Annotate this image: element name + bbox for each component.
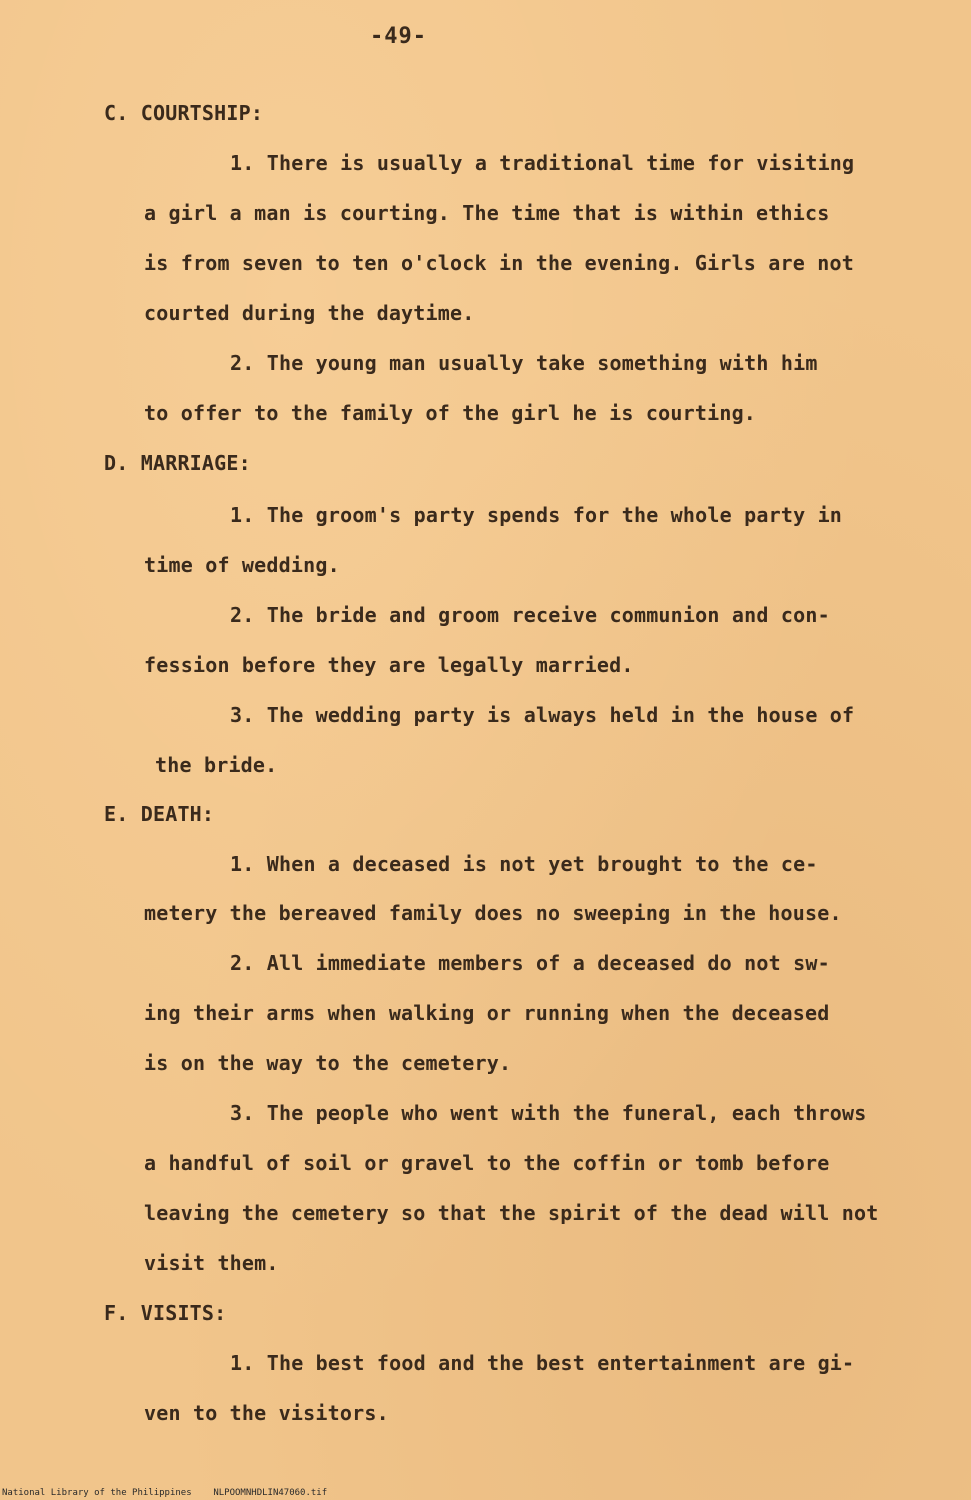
text-line: 1. There is usually a traditional time for visiting — [230, 151, 855, 175]
text-line: 1. The groom's party spends for the whole party in — [230, 503, 843, 527]
text-line: 2. The young man usually take something with him — [230, 351, 818, 375]
text-line: 3. The people who went with the funeral, each throws — [230, 1101, 867, 1125]
text-line: the bride. — [155, 753, 278, 777]
text-line: is from seven to ten o'clock in the evening. Girls are not — [144, 251, 854, 275]
section-heading-visits: F. VISITS: — [104, 1301, 227, 1325]
text-line: ven to the visitors. — [144, 1401, 389, 1425]
text-line: time of wedding. — [144, 553, 340, 577]
footer-library: National Library of the Philippines — [2, 1488, 192, 1498]
text-line: metery the bereaved family does no sweeping in the house. — [144, 901, 842, 925]
scan-footer — [2, 1488, 327, 1498]
text-line: ing their arms when walking or running when the deceased — [144, 1001, 830, 1025]
footer-filename: NLPOOMNHDLIN47060.tif — [213, 1488, 328, 1498]
page-number: -49- — [370, 24, 427, 49]
text-line: 2. The bride and groom receive communion and con- — [230, 603, 830, 627]
text-line: courted during the daytime. — [144, 301, 475, 325]
text-line: 3. The wedding party is always held in the house of — [230, 703, 855, 727]
text-line: a girl a man is courting. The time that is within ethics — [144, 201, 830, 225]
text-line: to offer to the family of the girl he is courting. — [144, 401, 757, 425]
text-line: a handful of soil or gravel to the coffin or tomb before — [144, 1151, 830, 1175]
text-line: is on the way to the cemetery. — [144, 1051, 512, 1075]
text-line: 2. All immediate members of a deceased do not sw- — [230, 951, 830, 975]
text-line: visit them. — [144, 1251, 279, 1275]
text-line: 1. The best food and the best entertainment are gi- — [230, 1351, 855, 1375]
section-heading-marriage: D. MARRIAGE: — [104, 451, 251, 475]
section-heading-death: E. DEATH: — [104, 802, 215, 826]
text-line: leaving the cemetery so that the spirit of the dead will not — [144, 1201, 879, 1225]
text-line: 1. When a deceased is not yet brought to the ce- — [230, 852, 818, 876]
text-line: fession before they are legally married. — [144, 653, 634, 677]
section-heading-courtship: C. COURTSHIP: — [104, 101, 264, 125]
